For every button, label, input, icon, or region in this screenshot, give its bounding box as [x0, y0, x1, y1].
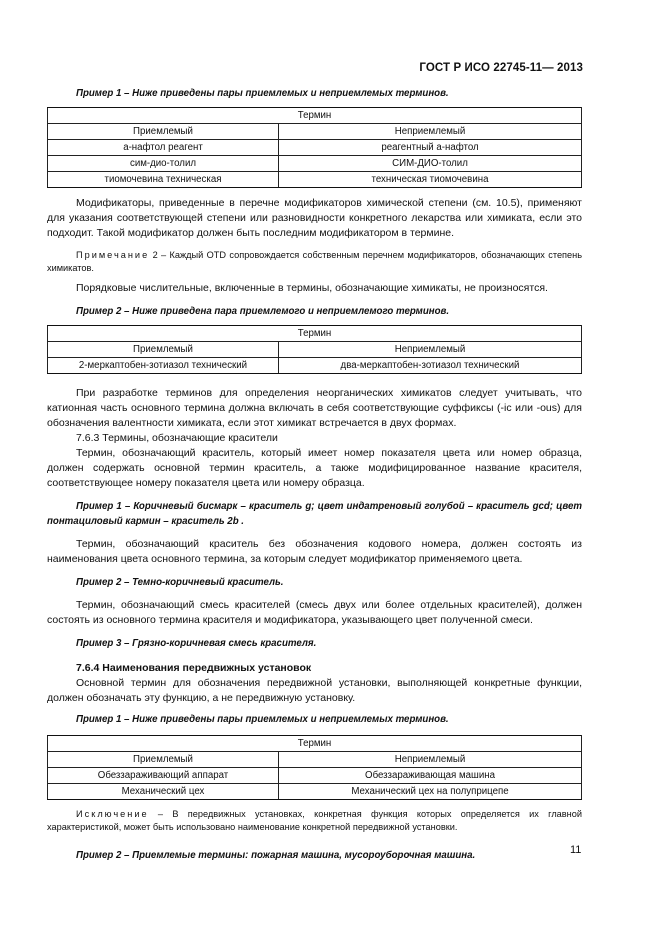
paragraph-inorganic: При разработке терминов для определения неорганических химикатов следует учитывать, что катионная часть основного термина должна включать в себя соответствующие суффиксы (-ic или -ous) для обозначения валентности химиката, если этот химикат встречается в двух формах. — [47, 387, 582, 429]
example-2-heading: Пример 2 – Ниже приведена пара приемлемого и неприемлемого терминов. — [76, 306, 450, 317]
table-cell: Механический цех на полуприцепе — [279, 784, 582, 800]
terms-table-2 — [47, 325, 582, 374]
table-cell: а-нафтол реагент — [48, 140, 279, 156]
paragraph-dye-no-code: Термин, обозначающий краситель без обозначения кодового номера, должен состоять из наименования цвета основного термина, за которым следует модификатор применяемого цвета. — [47, 538, 582, 565]
table-cell: 2-меркаптобен-зотиазол технический — [48, 358, 279, 374]
terms-table-3 — [47, 735, 582, 800]
table-title: Термин — [48, 108, 582, 124]
table-cell: СИМ-ДИО-толил — [279, 156, 582, 172]
exception-note — [47, 808, 582, 834]
table-cell: Механический цех — [48, 784, 279, 800]
table-header-acceptable: Приемлемый — [48, 342, 279, 358]
standard-header: ГОСТ Р ИСО 22745-11— 2013 — [419, 62, 583, 74]
table-header-unacceptable: Неприемлемый — [279, 752, 582, 768]
paragraph-mobile-units: Основной термин для обозначения передвижной установки, выполняющей конкретные функции, должен обозначать эту функцию, а не передвижную установку. — [47, 677, 582, 704]
table-header-unacceptable: Неприемлемый — [279, 342, 582, 358]
paragraph-dye-number: Термин, обозначающий краситель, который имеет номер показателя цвета или номер образца, должен содержать основной термин краситель, а также модифицированное название красителя, соответствующее номеру показателя цвета или номеру образца. — [47, 447, 582, 489]
paragraph-ordinals: Порядковые числительные, включенные в термины, обозначающие химикаты, не произносятся. — [76, 282, 548, 294]
page-body — [47, 86, 582, 863]
table-header-acceptable: Приемлемый — [48, 752, 279, 768]
example-mobile-1: Пример 1 – Ниже приведены пары приемлемых и неприемлемых терминов. — [76, 714, 449, 725]
note-2 — [47, 249, 582, 275]
table-header-unacceptable: Неприемлемый — [279, 124, 582, 140]
section-7-6-4-heading: 7.6.4 Наименования передвижных установок — [76, 662, 312, 674]
note-text: 2 – Каждый OTD сопровождается собственным перечнем модификаторов, обозначающих степень химикатов. — [47, 250, 582, 273]
paragraph-dye-mix: Термин, обозначающий смесь красителей (смесь двух или более отдельных красителей), должен состоять из основного термина красителя и модификатора, указывающего цвет полученной смеси. — [47, 599, 582, 626]
table-row — [48, 140, 582, 156]
table-cell: сим-дио-толил — [48, 156, 279, 172]
table-cell: Обеззараживающая машина — [279, 768, 582, 784]
table-title: Термин — [48, 326, 582, 342]
table-row — [48, 156, 582, 172]
table-row — [48, 172, 582, 188]
example-dyes-3: Пример 3 – Грязно-коричневая смесь красителя. — [76, 638, 317, 649]
table-row — [48, 768, 582, 784]
section-7-6-3-heading: 7.6.3 Термины, обозначающие красители — [76, 432, 278, 444]
exception-label: Исключение — [76, 809, 149, 819]
page-number: 11 — [570, 844, 582, 856]
example-dyes-2: Пример 2 – Темно-коричневый краситель. — [76, 577, 284, 588]
note-label: Примечание — [76, 250, 150, 260]
table-title: Термин — [48, 736, 582, 752]
table-cell: реагентный а-нафтол — [279, 140, 582, 156]
example-dyes-1: Пример 1 – Коричневый бисмарк – краситель g; цвет индатреновый голубой – краситель gcd; цвет понтациловый кармин – краситель 2b . — [47, 501, 582, 527]
table-header-acceptable: Приемлемый — [48, 124, 279, 140]
table-cell: два-меркаптобен-зотиазол технический — [279, 358, 582, 374]
paragraph-modifiers: Модификаторы, приведенные в перечне модификаторов химической степени (см. 10.5), применяют для указания соответствующей степени или разновидности конкретного лекарства или химиката, если это подходит. Такой модификатор должен быть последним модификатором в термине. — [47, 197, 582, 239]
table-cell: тиомочевина техническая — [48, 172, 279, 188]
example-1-heading: Пример 1 – Ниже приведены пары приемлемых и неприемлемых терминов. — [76, 88, 449, 99]
table-cell: техническая тиомочевина — [279, 172, 582, 188]
exception-text: – В передвижных установках, конкретная функция которых определяется их главной характеристикой, может быть использовано наименование конкретной передвижной установки. — [47, 809, 582, 832]
table-row — [48, 784, 582, 800]
terms-table-1 — [47, 107, 582, 188]
example-mobile-2: Пример 2 – Приемлемые термины: пожарная машина, мусороуборочная машина. — [76, 850, 476, 861]
table-row — [48, 358, 582, 374]
table-cell: Обеззараживающий аппарат — [48, 768, 279, 784]
